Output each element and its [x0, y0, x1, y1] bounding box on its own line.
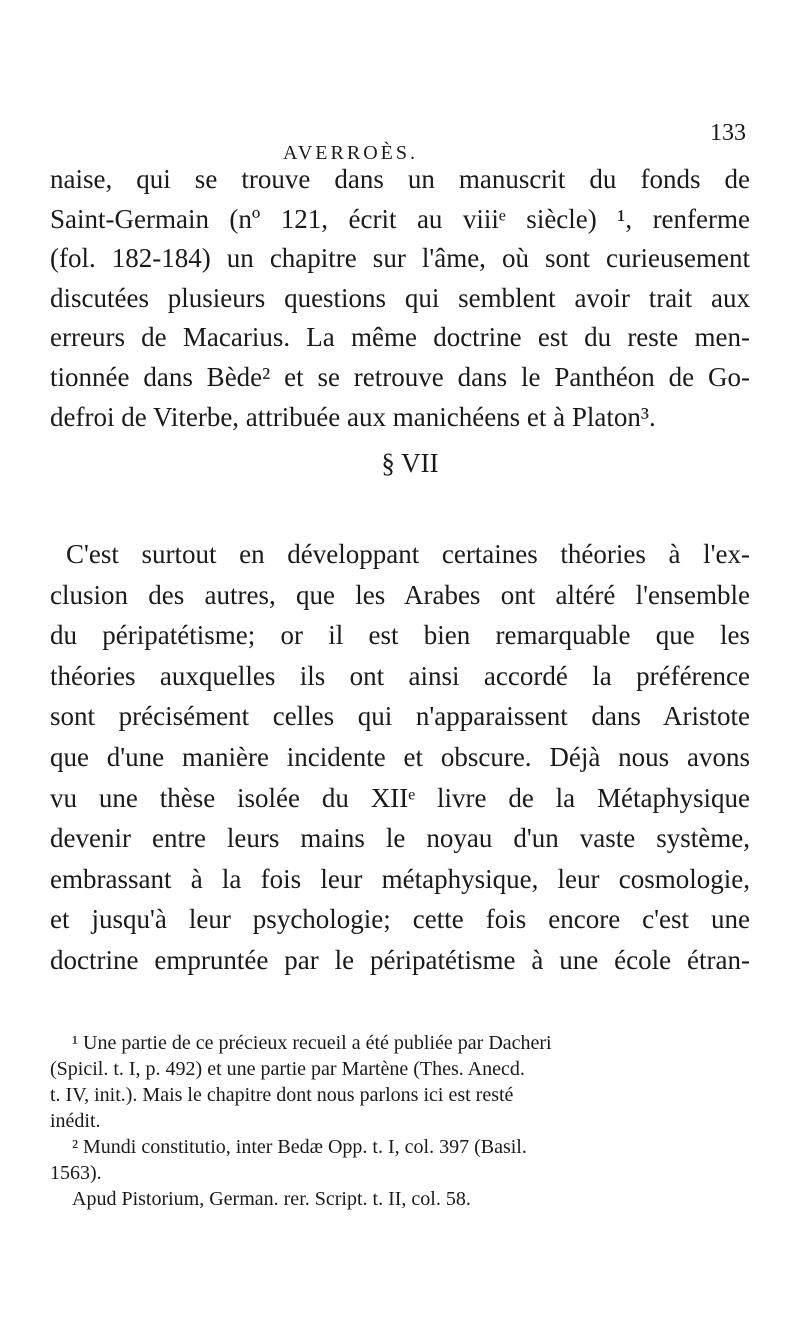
footnote-line: (Spicil. t. I, p. 492) et une partie par Martène (Thes. Anecd. [50, 1058, 525, 1080]
footnote-line: Apud Pistorium, German. rer. Script. t. II, col. 58. [72, 1188, 471, 1210]
text-line: devenir entre leurs mains le noyau d'un vaste système, [50, 823, 750, 854]
footnote-line: inédit. [50, 1110, 101, 1132]
text-line: Saint-Germain (nº 121, écrit au viiiᵉ siècle) ¹, renferme [50, 203, 750, 234]
footnote-2 [50, 1134, 750, 1186]
text-line: sont précisément celles qui n'apparaissent dans Aristote [50, 701, 750, 732]
text-line: du péripatétisme; or il est bien remarquable que les [50, 620, 750, 651]
footnote-line: ¹ Une partie de ce précieux recueil a été publiée par Dacheri [72, 1032, 552, 1054]
text-line: tionnée dans Bède² et se retrouve dans le Panthéon de Go- [50, 361, 750, 392]
running-title: AVERROÈS. [283, 142, 418, 164]
footnotes [50, 1030, 750, 1212]
text-line: vu une thèse isolée du XIIᵉ livre de la Métaphysique [50, 782, 750, 813]
text-line: embrassant à la fois leur métaphysique, leur cosmologie, [50, 863, 750, 894]
page-number: 133 [710, 120, 746, 146]
text-line: C'est surtout en développant certaines théories à l'ex- [66, 539, 750, 569]
paragraph-continuation [50, 160, 750, 437]
text-line: et jusqu'à leur psychologie; cette fois encore c'est une [50, 904, 750, 935]
footnote-line: 1563). [50, 1162, 102, 1184]
text-line: théories auxquelles ils ont ainsi accordé la préférence [50, 660, 750, 691]
footnote-line: ² Mundi constitutio, inter Bedæ Opp. t. I, col. 397 (Basil. [72, 1136, 527, 1158]
footnote-1 [50, 1030, 750, 1134]
running-head [0, 120, 800, 164]
text-line: defroi de Viterbe, attribuée aux manichéens et à Platon³. [50, 401, 656, 432]
paragraph-section-vii [50, 534, 750, 981]
footnote-3 [50, 1186, 750, 1212]
text-line: clusion des autres, que les Arabes ont altéré l'ensemble [50, 579, 750, 610]
text-line: naise, qui se trouve dans un manuscrit du fonds de [50, 164, 750, 194]
text-line: discutées plusieurs questions qui semblent avoir trait aux [50, 282, 750, 313]
text-line: (fol. 182-184) un chapitre sur l'âme, où sont curieusement [50, 243, 750, 274]
footnote-line: t. IV, init.). Mais le chapitre dont nous parlons ici est resté [50, 1084, 514, 1106]
text-line: doctrine empruntée par le péripatétisme à une école étran- [50, 944, 750, 975]
section-heading: § VII [381, 448, 439, 478]
text-line: erreurs de Macarius. La même doctrine est du reste men- [50, 322, 750, 353]
text-line: que d'une manière incidente et obscure. Déjà nous avons [50, 741, 750, 772]
